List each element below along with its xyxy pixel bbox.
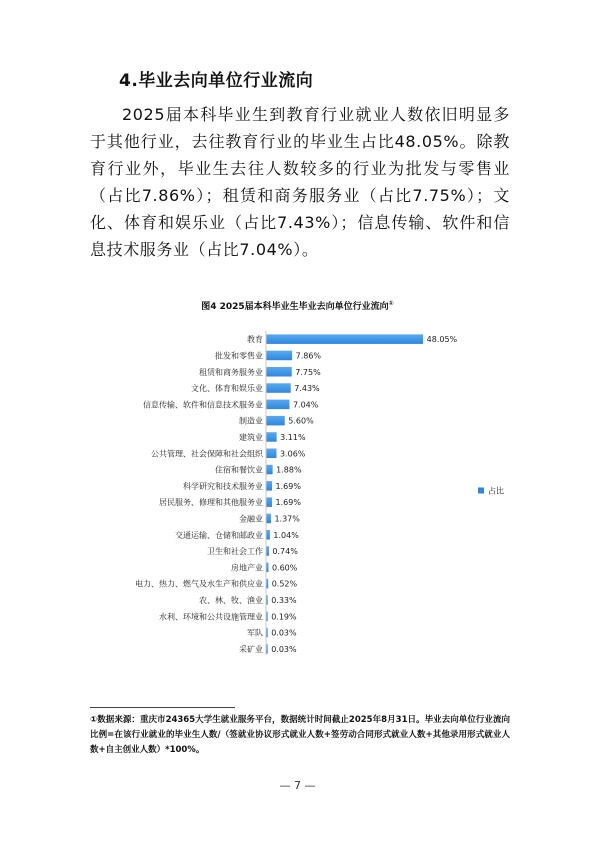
legend-label: 占比	[488, 486, 504, 496]
category-label: 科学研究和技术服务业	[183, 481, 263, 491]
bar-16	[267, 595, 268, 605]
category-label: 居民服务、修理和其他服务业	[159, 498, 263, 508]
value-label: 0.19%	[271, 612, 297, 622]
category-label: 制造业	[239, 416, 263, 426]
legend-swatch	[478, 488, 484, 494]
category-label: 金融业	[239, 514, 263, 524]
bar-3	[267, 383, 291, 393]
bar-11	[267, 514, 271, 524]
category-label: 军队	[247, 628, 263, 638]
bar-4	[267, 400, 290, 410]
value-label: 1.04%	[273, 530, 299, 540]
bar-19	[267, 644, 268, 654]
category-label: 批发和零售业	[215, 351, 263, 361]
value-label: 0.03%	[271, 628, 297, 638]
value-label: 7.86%	[295, 351, 322, 361]
bar-9	[267, 481, 273, 491]
value-label: 0.03%	[271, 644, 297, 654]
value-label: 0.33%	[271, 595, 297, 605]
category-label: 教育	[247, 335, 263, 345]
value-label: 1.37%	[274, 514, 300, 524]
category-label: 信息传输、软件和信息技术服务业	[143, 400, 263, 410]
value-label: 5.60%	[288, 416, 314, 426]
value-label: 0.60%	[271, 563, 298, 573]
value-label: 7.75%	[295, 367, 321, 377]
bar-15	[267, 579, 269, 589]
value-label: 1.69%	[275, 481, 301, 491]
figure-title-text: 图4 2025届本科毕业生毕业去向单位行业流向	[201, 302, 389, 312]
category-label: 房地产业	[231, 563, 263, 573]
section-paragraph: 2025届本科毕业生到教育行业就业人数依旧明显多于其他行业，去往教育行业的毕业生占比48.05%。除教育行业外，毕业生去往人数较多的行业为批发与零售业（占比7.86%）；租赁和商务服务业（占比7.75%）；文化、体育和娱乐业（占比7.43%）；信息传输、软件和信息技术服务业（占比7.04%）。	[90, 105, 510, 259]
bar-8	[267, 465, 273, 475]
category-label: 采矿业	[239, 644, 263, 654]
category-label: 水利、环境和公共设施管理业	[159, 612, 263, 622]
value-label: 0.52%	[271, 579, 298, 589]
footnote-divider	[90, 707, 235, 708]
bar-6	[267, 432, 277, 442]
bar-5	[267, 416, 285, 426]
category-label: 电力、热力、燃气及水生产和供应业	[135, 579, 263, 589]
category-label: 公共管理、社会保障和社会组织	[151, 449, 263, 459]
value-label: 3.11%	[280, 432, 306, 442]
bar-7	[267, 449, 277, 459]
value-label: 7.43%	[294, 384, 320, 394]
figure-note-mark: ①	[388, 300, 394, 307]
page-number: — 7 —	[279, 779, 316, 792]
value-label: 3.06%	[279, 449, 306, 459]
bar-18	[267, 628, 268, 638]
category-label: 租赁和商务服务业	[199, 367, 263, 377]
value-label: 48.05%	[426, 335, 458, 345]
bar-2	[267, 367, 292, 377]
category-label: 农、林、牧、渔业	[199, 595, 263, 605]
bar-13	[267, 546, 269, 556]
footnote: ①数据来源：重庆市24365大学生就业服务平台，数据统计时间截止2025年8月31日。毕业去向单位行业流向比例=在该行业就业的毕业生人数/（签就业协议形式就业人数+签劳动合同形式就业人数+其他录用形式就业人数+自主创业人数）*100%。	[90, 715, 510, 755]
category-label: 卫生和社会工作	[207, 547, 263, 557]
value-label: 1.88%	[276, 465, 302, 475]
bar-12	[267, 530, 270, 540]
value-label: 1.69%	[275, 498, 301, 508]
category-label: 文化、体育和娱乐业	[191, 384, 263, 394]
value-label: 0.74%	[272, 547, 298, 557]
bar-14	[267, 563, 269, 573]
category-label: 交通运输、仓储和邮政业	[175, 530, 263, 540]
bar-17	[267, 612, 268, 622]
section-heading: 4.毕业去向单位行业流向	[119, 71, 314, 91]
bar-1	[267, 351, 293, 361]
category-label: 住宿和餐饮业	[215, 465, 263, 475]
category-label: 建筑业	[239, 432, 263, 442]
value-label: 7.04%	[292, 400, 319, 410]
bar-0	[267, 334, 424, 344]
bar-10	[267, 497, 273, 507]
